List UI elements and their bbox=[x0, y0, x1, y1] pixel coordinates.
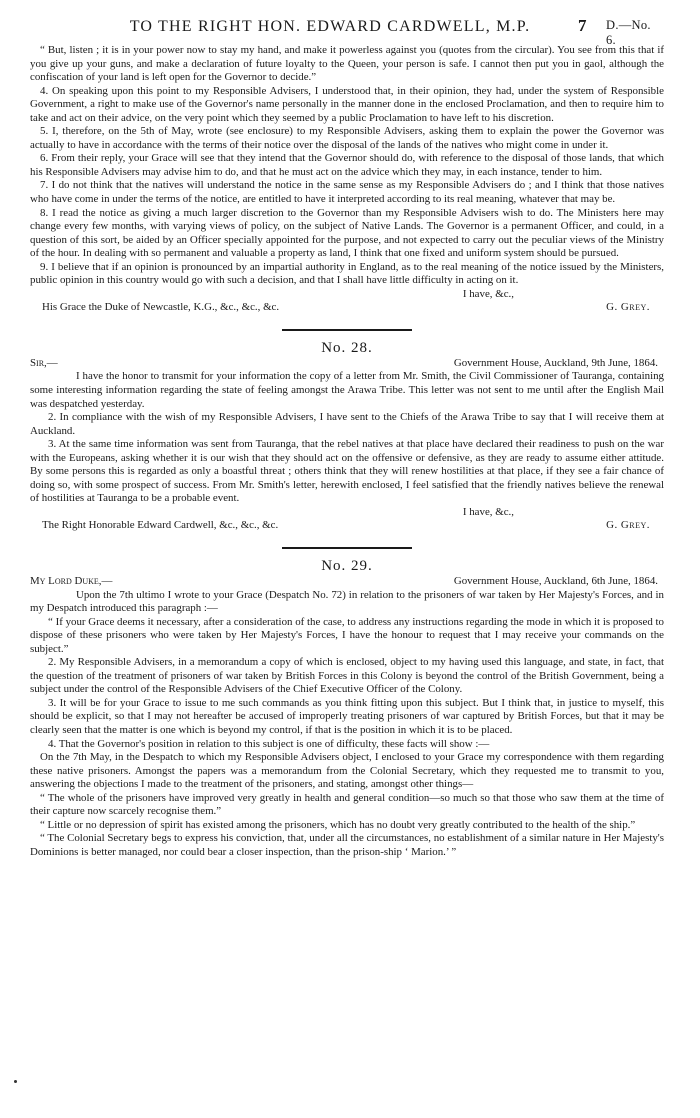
quoted-paragraph: “ If your Grace deems it necessary, after a consideration of the case, to address any instructions regarding the mode in which it is proposed to dispose of these prisoners who were taken by Her Majesty's Forces, I have the honour to request that I may receive your commands on the subject.” bbox=[30, 615, 664, 655]
quoted-paragraph: “ The Colonial Secretary begs to express his conviction, that, under all the circumstances, no establishment of a similar nature in Her Majesty's Dominions is better managed, nor could bear a closer inspection, than the prison-ship ‘ Marion.’ ” bbox=[30, 832, 664, 858]
paragraph: 2. In compliance with the wish of my Responsible Advisers, I have sent to the Chiefs of the Arawa Tribe to say that I will receive them at Auckland. bbox=[30, 411, 664, 437]
paragraph: 3. It will be for your Grace to issue to me such commands as you think fitting upon this subject. But I think that, in justice to myself, this should be explicit, so that I may not hereafter be accused of improperly treating prisoners of war captured by British Forces, but that it may be clearly seen that the matter is one which is beyond my control, if that is the position in which it is to be placed. bbox=[30, 696, 664, 736]
running-title: TO THE RIGHT HON. EDWARD CARDWELL, M.P. bbox=[129, 18, 531, 35]
salutation-row bbox=[30, 575, 664, 589]
paragraph: 3. At the same time information was sent from Tauranga, that the rebel natives at that place have declared their readiness to push on the war with the Europeans, asking whether it is our wish that they should act on the offensive or defensive, as they are ready to assume either attitude. By some persons this is regarded as only a boastful threat ; others think that they will renew hostilities at that place, if they see a fair chance of doing so, with some prospect of success. From Mr. Smith's letter, herewith enclosed, I feel satisfied that the friendly natives believe the renewal of hostilities at Tauranga to be a probable event. bbox=[30, 438, 664, 505]
signature: G. Grey. bbox=[606, 519, 650, 532]
page-header bbox=[30, 14, 664, 47]
closing-line bbox=[30, 506, 664, 520]
despatch-number: No. 28. bbox=[321, 339, 373, 356]
section-no-29 bbox=[30, 557, 664, 859]
quoted-paragraph: “ Little or no depression of spirit has existed among the prisoners, which has no doubt very greatly contributed to the health of the ship.” bbox=[40, 818, 636, 831]
section-despatch-continued bbox=[30, 44, 664, 315]
paragraph: 9. I believe that if an opinion is pronounced by an impartial authority in England, as to the real meaning of the notice issued by the Ministers, public opinion in this country would go with such a decision, and that I shall have little difficulty in acting on it. bbox=[30, 260, 664, 287]
document-reference: D.—No. 6. bbox=[606, 18, 651, 47]
paragraph: Upon the 7th ultimo I wrote to your Grace (Despatch No. 72) in relation to the prisoners of war taken by Her Majesty's Forces, and in my Despatch introduced this paragraph :— bbox=[30, 588, 664, 615]
paragraph: 5. I, therefore, on the 5th of May, wrote (see enclosure) to my Responsible Advisers, asking them to explain the power the Governor was actually to have in accordance with the terms of their notice over the disposal of the lands of the natives who might come in under it. bbox=[30, 125, 664, 151]
salutation-row bbox=[30, 357, 664, 371]
addressee: The Right Honorable Edward Cardwell, &c., &c., &c. bbox=[42, 519, 279, 532]
salutation: Sir,— bbox=[30, 356, 58, 369]
closing-text: I have, &c., bbox=[462, 287, 514, 300]
paragraph: 7. I do not think that the natives will understand the notice in the same sense as my Responsible Advisers do ; and I think that those natives who have come in under the terms of the notice, are entitled to have it interpreted according to its real meaning, whatever that may be. bbox=[30, 179, 664, 206]
place-date: Government House, Auckland, 6th June, 1864. bbox=[453, 575, 658, 587]
signature: G. Grey. bbox=[606, 301, 650, 314]
paragraph: 4. That the Governor's position in relation to this subject is one of difficulty, these facts will show :— bbox=[48, 737, 490, 750]
paragraph: 8. I read the notice as giving a much larger discretion to the Governor than my Responsible Advisers wish to do. The Ministers here may change every few months, with varying views of policy, on the subject of Native Lands. The Governor is a permanent Officer, and could, in a question of this sort, be aided by an Officer specially appointed for the purpose, and not expected to carry out the peculiar views of the Ministry of the hour. In dealing with so permanent and valuable a property as land, I think that one fixed and uniform system should be pursued. bbox=[30, 206, 664, 260]
paragraph: On the 7th May, in the Despatch to which my Responsible Advisers object, I enclosed to your Grace my correspondence with them regarding these native prisoners. Amongst the papers was a memorandum from the Colonial Secretary, which they requested me to transmit to you, answering the objections I made to the treatment of the prisoners, and stating, amongst other things— bbox=[30, 751, 664, 791]
salutation: My Lord Duke,— bbox=[30, 575, 113, 587]
quoted-paragraph: “ The whole of the prisoners have improved very greatly in health and general condition—so much so that those who saw them at the time of their capture now scarcely recognise them.” bbox=[30, 791, 664, 818]
paragraph: “ But, listen ; it is in your power now to stay my hand, and make it powerless against you (quotes from the circular). You see from this that if you give up your guns, and make a declaration of future loyalty to the Queen, your person is safe. I cannot then put you in gaol, although the confiscation of your land is left open for the Governor to decide.” bbox=[30, 44, 664, 84]
addressee-signature-line bbox=[30, 519, 664, 533]
section-no-28 bbox=[30, 339, 664, 533]
despatch-number: No. 29. bbox=[321, 558, 373, 574]
page-number: 7 bbox=[578, 16, 587, 35]
stray-mark bbox=[14, 1080, 17, 1083]
closing-text: I have, &c., bbox=[462, 505, 514, 518]
addressee-signature-line bbox=[30, 301, 664, 315]
document-page bbox=[30, 14, 664, 859]
paragraph: I have the honor to transmit for your information the copy of a letter from Mr. Smith, the Civil Commissioner of Tauranga, containing some interesting information regarding the state of feeling amongst the Arawa Tribe. This letter was not sent to me until after the English Mail was despatched yesterday. bbox=[30, 370, 664, 410]
closing-line bbox=[30, 288, 664, 302]
section-divider bbox=[282, 547, 412, 549]
section-divider bbox=[282, 329, 412, 331]
paragraph: 6. From their reply, your Grace will see that they intend that the Governor should do, with reference to the disposal of those lands, that which his Responsible Advisers may advise him to do, and that he must act on the advice which they may, in each instance, tender to him. bbox=[30, 152, 664, 178]
addressee: His Grace the Duke of Newcastle, K.G., &c., &c., &c. bbox=[42, 301, 280, 314]
paragraph: 2. My Responsible Advisers, in a memorandum a copy of which is enclosed, object to my having used this language, and state, in fact, that the question of the treatment of prisoners of war taken by British Forces in this Colony is beyond the control of the British Government, being a subject under the control of the Responsible Advisers of the Chief Executive Officer of the Colony. bbox=[30, 656, 664, 696]
paragraph: 4. On speaking upon this point to my Responsible Advisers, I understood that, in their opinion, they had, under the system of Responsible Government, a right to make use of the Governor's name personally in the manner done in the enclosed Proclamation, and then to require him to take and act on their advice, on the very point which they seemed by a public Proclamation to have left to his discretion. bbox=[30, 84, 664, 124]
place-date: Government House, Auckland, 9th June, 1864. bbox=[453, 356, 658, 369]
